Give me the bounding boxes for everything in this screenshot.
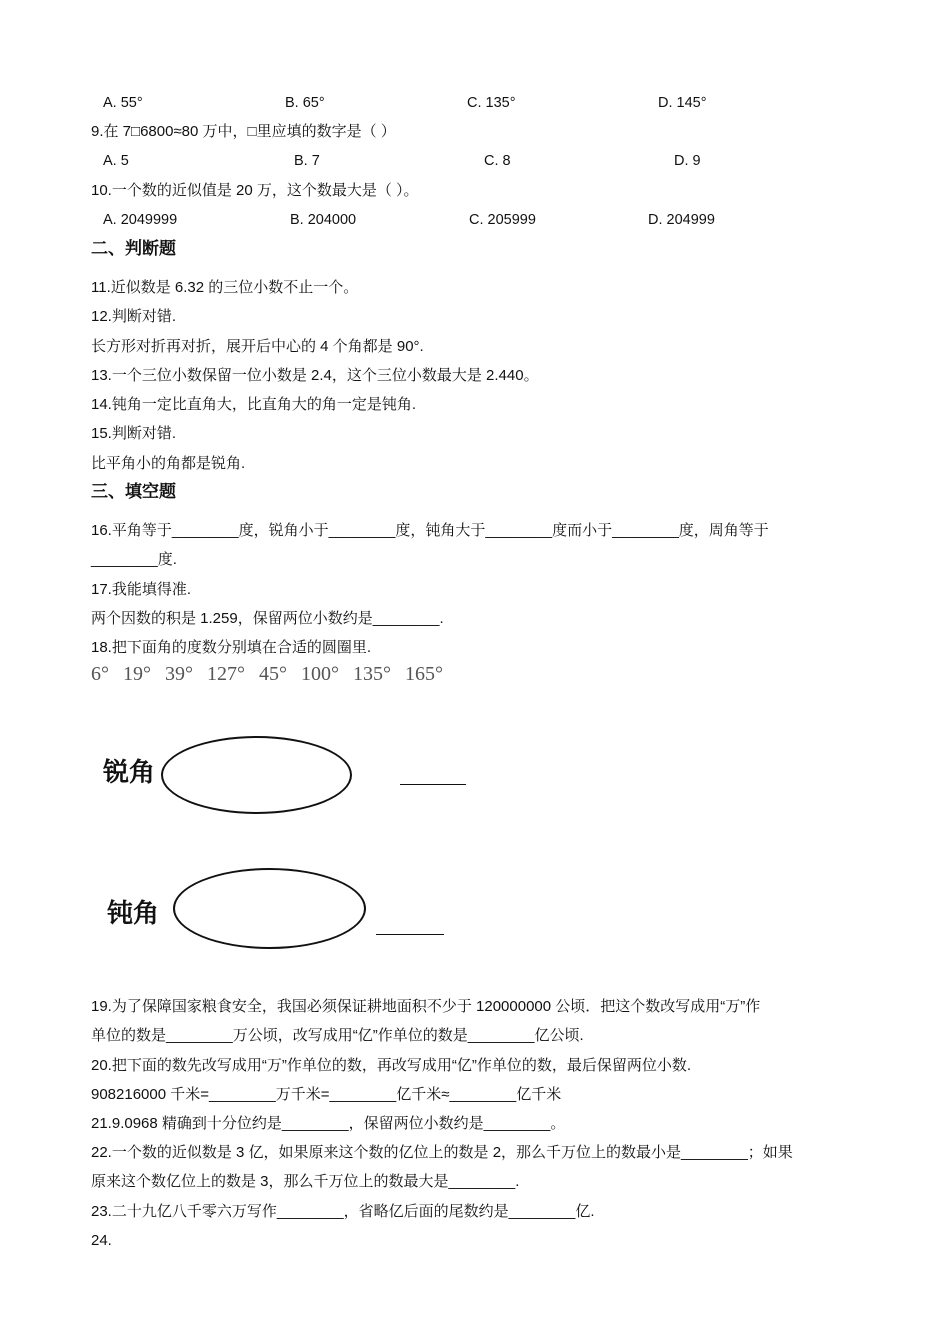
question-line: 12.判断对错.	[91, 308, 177, 325]
question-line: 22.一个数的近似数是 3 亿，如果原来这个数的亿位上的数是 2，那么千万位上的数最小是________；如果	[91, 1144, 793, 1161]
question-line: 原来这个数亿位上的数是 3，那么千万位上的数最大是________.	[91, 1173, 520, 1190]
degree-item: 6°	[91, 663, 109, 685]
q9-option-a: A. 5	[103, 153, 129, 169]
degree-item: 39°	[165, 663, 193, 685]
degree-item: 19°	[123, 663, 151, 685]
obtuse-angle-ellipse	[173, 868, 366, 949]
q9-option-c: C. 8	[484, 153, 511, 169]
acute-angle-ellipse	[161, 736, 352, 814]
question-line: 两个因数的积是 1.259，保留两位小数约是________.	[91, 610, 444, 627]
acute-answer-blank[interactable]	[400, 784, 466, 785]
q10-stem: 10.一个数的近似值是 20 万，这个数最大是（ ）。	[91, 182, 419, 199]
section-title-judgement: 二、判断题	[91, 239, 176, 258]
q8-option-c: C. 135°	[467, 95, 516, 111]
question-line: 23.二十九亿八千零六万写作________，省略亿后面的尾数约是________亿.	[91, 1203, 595, 1220]
question-line: 13.一个三位小数保留一位小数是 2.4，这个三位小数最大是 2.440。	[91, 367, 539, 384]
degree-item: 100°	[301, 663, 339, 685]
q10-option-a: A. 2049999	[103, 212, 178, 228]
question-line: 18.把下面角的度数分别填在合适的圆圈里.	[91, 639, 372, 656]
degree-item: 127°	[207, 663, 245, 685]
question-line: 比平角小的角都是锐角.	[91, 455, 246, 472]
question-line: 908216000 千米=________万千米=________亿千米≈________亿千米	[91, 1086, 562, 1103]
degree-item: 165°	[405, 663, 443, 685]
question-line: 17.我能填得准.	[91, 581, 192, 598]
q9-option-d: D. 9	[674, 153, 701, 169]
question-line: 长方形对折再对折，展开后中心的 4 个角都是 90°.	[91, 338, 424, 355]
q9-stem: 9.在 7□6800≈80 万中，□里应填的数字是（ ）	[91, 123, 396, 140]
question-line: 19.为了保障国家粮食安全，我国必须保证耕地面积不少于 120000000 公顷．把这个数改写成用“万”作	[91, 998, 761, 1015]
q10-option-b: B. 204000	[290, 212, 357, 228]
obtuse-angle-label: 钝角	[107, 899, 160, 929]
question-line: 15.判断对错.	[91, 425, 177, 442]
degree-item: 45°	[259, 663, 287, 685]
q8-option-b: B. 65°	[285, 95, 325, 111]
q10-option-d: D. 204999	[648, 212, 715, 228]
degree-list	[91, 663, 457, 686]
obtuse-answer-blank[interactable]	[376, 934, 444, 935]
question-line: ________度.	[91, 551, 177, 568]
degree-item: 135°	[353, 663, 391, 685]
question-line: 20.把下面的数先改写成用“万”作单位的数，再改写成用“亿”作单位的数，最后保留两位小数.	[91, 1057, 692, 1074]
question-line: 14.钝角一定比直角大，比直角大的角一定是钝角.	[91, 396, 417, 413]
question-line: 11.近似数是 6.32 的三位小数不止一个。	[91, 279, 359, 296]
q8-option-d: D. 145°	[658, 95, 707, 111]
question-line: 单位的数是________万公顷，改写成用“亿”作单位的数是________亿公顷.	[91, 1027, 584, 1044]
q10-option-c: C. 205999	[469, 212, 536, 228]
q9-option-b: B. 7	[294, 153, 320, 169]
acute-angle-label: 锐角	[103, 758, 156, 788]
question-line: 24.	[91, 1232, 112, 1249]
question-line: 16.平角等于________度，锐角小于________度，钝角大于________度而小于________度，周角等于	[91, 522, 769, 539]
question-line: 21.9.0968 精确到十分位约是________，保留两位小数约是________。	[91, 1115, 566, 1132]
section-title-fill-in: 三、填空题	[91, 482, 176, 501]
q8-option-a: A. 55°	[103, 95, 143, 111]
